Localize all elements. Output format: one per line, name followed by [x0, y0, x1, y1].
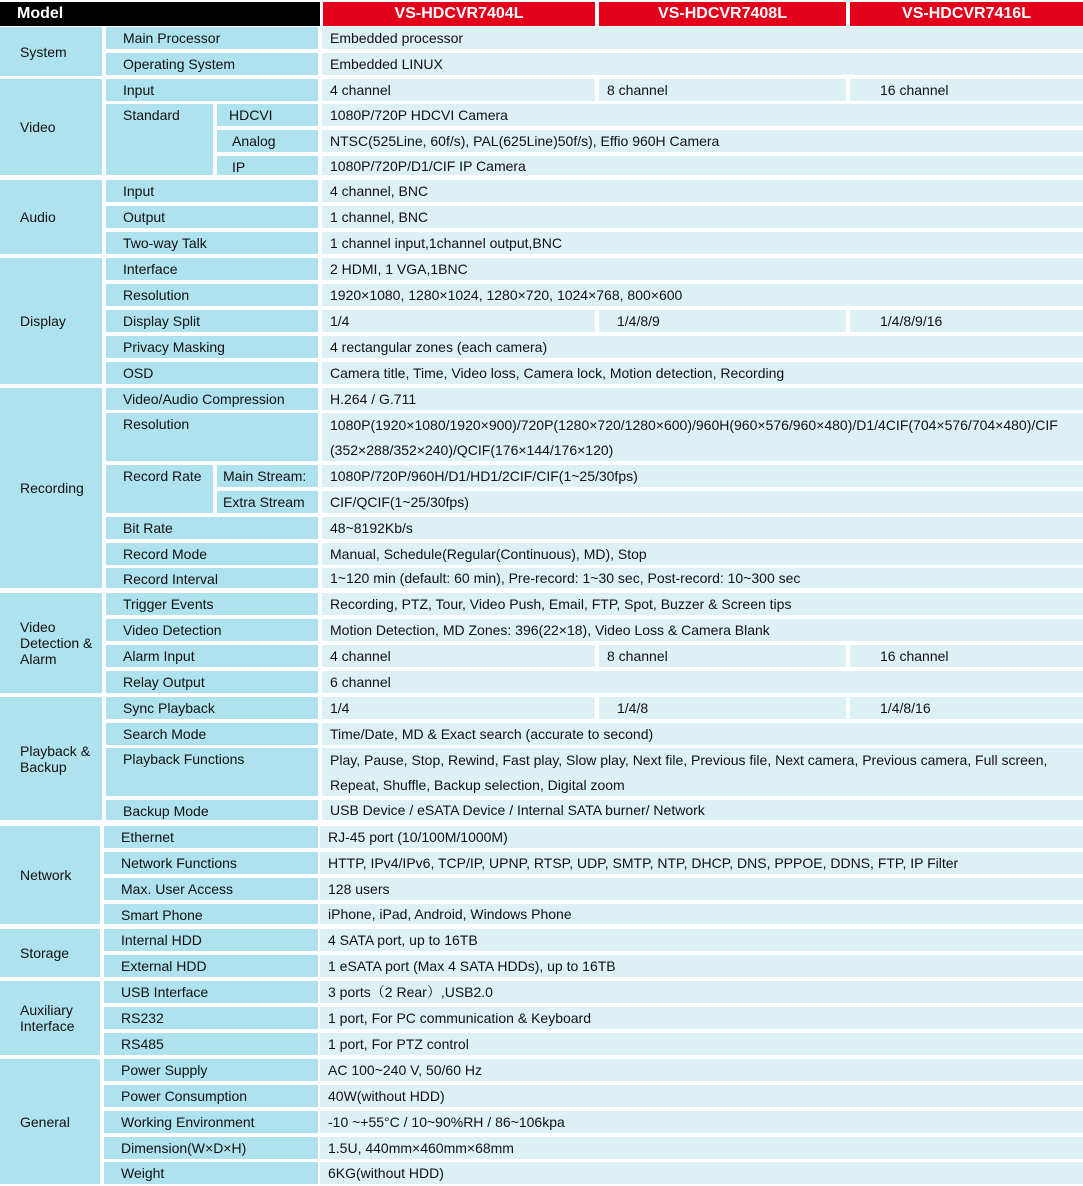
- row-value-bit-rate: 48~8192Kb/s: [322, 517, 1083, 539]
- sub-value-main-stream: 1080P/720P/960H/D1/HD1/2CIF/CIF(1~25/30fps): [322, 465, 1083, 487]
- category-playback: Playback & Backup: [0, 697, 102, 820]
- row-label-internal-hdd: Internal HDD: [104, 929, 318, 951]
- row-label-compression: Video/Audio Compression: [106, 388, 318, 410]
- category-auxiliary: Auxiliary Interface: [0, 981, 100, 1055]
- row-value-dimension: 1.5U, 440mm×460mm×68mm: [320, 1137, 1083, 1159]
- row-label-external-hdd: External HDD: [104, 955, 318, 977]
- row-label-working-environment: Working Environment: [104, 1111, 318, 1133]
- row-label-video-input: Input: [106, 79, 318, 101]
- row-label-bit-rate: Bit Rate: [106, 517, 318, 539]
- row-label-privacy-masking: Privacy Masking: [106, 336, 318, 358]
- row-label-smart-phone: Smart Phone: [104, 904, 318, 924]
- row-value-video-input-7404: 4 channel: [322, 79, 595, 101]
- row-value-audio-input: 4 channel, BNC: [322, 180, 1083, 202]
- row-value-rs485: 1 port, For PTZ control: [320, 1033, 1083, 1055]
- category-display: Display: [0, 258, 102, 384]
- row-value-ethernet: RJ-45 port (10/100M/1000M): [320, 826, 1083, 848]
- row-label-ethernet: Ethernet: [104, 826, 318, 848]
- row-label-sync-playback: Sync Playback: [106, 697, 318, 719]
- row-value-video-input-7416: 16 channel: [850, 79, 1083, 101]
- row-value-smart-phone: iPhone, iPad, Android, Windows Phone: [320, 904, 1083, 924]
- model-7404-header: VS-HDCVR7404L: [323, 2, 595, 26]
- row-label-two-way-talk: Two-way Talk: [106, 232, 318, 254]
- category-network: Network: [0, 826, 100, 924]
- row-value-audio-output: 1 channel, BNC: [322, 206, 1083, 228]
- row-value-video-input-7408: 8 channel: [599, 79, 846, 101]
- row-value-power-consumption: 40W(without HDD): [320, 1085, 1083, 1107]
- row-label-rs485: RS485: [104, 1033, 318, 1055]
- row-label-record-interval: Record Interval: [106, 568, 318, 588]
- category-general: General: [0, 1059, 100, 1184]
- row-label-alarm-input: Alarm Input: [106, 645, 318, 667]
- row-value-usb-interface: 3 ports（2 Rear）,USB2.0: [320, 981, 1083, 1003]
- model-header: Model: [0, 2, 320, 26]
- row-label-main-processor: Main Processor: [106, 27, 318, 49]
- sub-label-ip: IP: [217, 156, 318, 175]
- sub-value-hdcvi: 1080P/720P HDCVI Camera: [322, 104, 1083, 126]
- row-label-audio-output: Output: [106, 206, 318, 228]
- row-value-sync-playback-7404: 1/4: [322, 697, 595, 719]
- row-value-playback-functions: Play, Pause, Stop, Rewind, Fast play, Slow play, Next file, Previous file, Next camera, Previous camera, Full screen, Repeat, Shuffle, Backup selection, Digital zoom: [322, 748, 1083, 796]
- row-label-display-resolution: Resolution: [106, 284, 318, 306]
- sub-value-analog: NTSC(525Line, 60f/s), PAL(625Line)50f/s), Effio 960H Camera: [322, 130, 1083, 152]
- sub-value-ip: 1080P/720P/D1/CIF IP Camera: [322, 156, 1083, 175]
- row-value-privacy-masking: 4 rectangular zones (each camera): [322, 336, 1083, 358]
- row-value-sync-playback-7416: 1/4/8/16: [850, 697, 1083, 719]
- row-label-backup-mode: Backup Mode: [106, 800, 318, 820]
- row-label-display-interface: Interface: [106, 258, 318, 280]
- row-label-max-user: Max. User Access: [104, 878, 318, 900]
- row-value-two-way-talk: 1 channel input,1channel output,BNC: [322, 232, 1083, 254]
- sub-label-analog: Analog: [217, 130, 318, 152]
- row-value-working-environment: -10 ~+55°C / 10~90%RH / 86~106kpa: [320, 1111, 1083, 1133]
- row-label-search-mode: Search Mode: [106, 723, 318, 745]
- sub-value-extra-stream: CIF/QCIF(1~25/30fps): [322, 491, 1083, 513]
- row-value-external-hdd: 1 eSATA port (Max 4 SATA HDDs), up to 16TB: [320, 955, 1083, 977]
- row-value-display-interface: 2 HDMI, 1 VGA,1BNC: [322, 258, 1083, 280]
- category-recording: Recording: [0, 388, 102, 588]
- row-value-alarm-input-7404: 4 channel: [322, 645, 595, 667]
- row-value-max-user: 128 users: [320, 878, 1083, 900]
- category-video-detection: Video Detection & Alarm: [0, 593, 102, 693]
- row-value-power-supply: AC 100~240 V, 50/60 Hz: [320, 1059, 1083, 1081]
- category-audio: Audio: [0, 180, 102, 254]
- row-value-display-split-7416: 1/4/8/9/16: [850, 310, 1083, 332]
- row-value-record-mode: Manual, Schedule(Regular(Continuous), MD), Stop: [322, 543, 1083, 565]
- row-label-power-supply: Power Supply: [104, 1059, 318, 1081]
- row-value-display-split-7408: 1/4/8/9: [599, 310, 846, 332]
- row-label-network-functions: Network Functions: [104, 852, 318, 874]
- row-value-display-resolution: 1920×1080, 1280×1024, 1280×720, 1024×768, 800×600: [322, 284, 1083, 306]
- category-video: Video: [0, 79, 102, 175]
- row-value-alarm-input-7416: 16 channel: [850, 645, 1083, 667]
- row-label-record-mode: Record Mode: [106, 543, 318, 565]
- row-label-relay-output: Relay Output: [106, 671, 318, 693]
- row-label-osd: OSD: [106, 362, 318, 384]
- row-label-video-standard: Standard: [106, 104, 213, 175]
- row-label-weight: Weight: [104, 1162, 318, 1184]
- row-value-sync-playback-7408: 1/4/8: [599, 697, 846, 719]
- row-value-internal-hdd: 4 SATA port, up to 16TB: [320, 929, 1083, 951]
- row-label-dimension: Dimension(W×D×H): [104, 1137, 318, 1159]
- row-label-record-rate: Record Rate: [106, 465, 213, 513]
- row-value-search-mode: Time/Date, MD & Exact search (accurate to second): [322, 723, 1083, 745]
- sub-label-extra-stream: Extra Stream: [217, 491, 318, 513]
- row-value-compression: H.264 / G.711: [322, 388, 1083, 410]
- row-value-rec-resolution: 1080P(1920×1080/1920×900)/720P(1280×720/1280×600)/960H(960×576/960×480)/D1/4CIF(704×576/704×480)/CIF (352×288/352×240)/QCIF(176×144/176×120): [322, 413, 1083, 461]
- row-label-rec-resolution: Resolution: [106, 413, 318, 461]
- row-value-alarm-input-7408: 8 channel: [599, 645, 846, 667]
- row-value-weight: 6KG(without HDD): [320, 1162, 1083, 1184]
- sub-label-main-stream: Main Stream:: [217, 465, 318, 487]
- row-label-display-split: Display Split: [106, 310, 318, 332]
- row-value-network-functions: HTTP, IPv4/IPv6, TCP/IP, UPNP, RTSP, UDP, SMTP, NTP, DHCP, DNS, PPPOE, DDNS, FTP, IP Filter: [320, 852, 1083, 874]
- model-7416-header: VS-HDCVR7416L: [850, 2, 1083, 26]
- row-value-osd: Camera title, Time, Video loss, Camera lock, Motion detection, Recording: [322, 362, 1083, 384]
- row-value-backup-mode: USB Device / eSATA Device / Internal SATA burner/ Network: [322, 800, 1083, 820]
- model-7408-header: VS-HDCVR7408L: [599, 2, 846, 26]
- row-value-trigger-events: Recording, PTZ, Tour, Video Push, Email, FTP, Spot, Buzzer & Screen tips: [322, 593, 1083, 615]
- row-value-record-interval: 1~120 min (default: 60 min), Pre-record: 1~30 sec, Post-record: 10~300 sec: [322, 568, 1083, 588]
- row-value-video-detection: Motion Detection, MD Zones: 396(22×18), Video Loss & Camera Blank: [322, 619, 1083, 641]
- category-system: System: [0, 27, 102, 76]
- row-value-rs232: 1 port, For PC communication & Keyboard: [320, 1007, 1083, 1029]
- sub-label-hdcvi: HDCVI: [217, 104, 318, 126]
- row-value-relay-output: 6 channel: [322, 671, 1083, 693]
- row-label-rs232: RS232: [104, 1007, 318, 1029]
- row-label-power-consumption: Power Consumption: [104, 1085, 318, 1107]
- row-value-display-split-7404: 1/4: [322, 310, 595, 332]
- category-storage: Storage: [0, 929, 100, 977]
- row-label-playback-functions: Playback Functions: [106, 748, 318, 796]
- row-label-video-detection: Video Detection: [106, 619, 318, 641]
- row-value-operating-system: Embedded LINUX: [322, 53, 1083, 75]
- row-label-operating-system: Operating System: [106, 53, 318, 75]
- row-value-main-processor: Embedded processor: [322, 27, 1083, 49]
- row-label-usb-interface: USB Interface: [104, 981, 318, 1003]
- row-label-trigger-events: Trigger Events: [106, 593, 318, 615]
- row-label-audio-input: Input: [106, 180, 318, 202]
